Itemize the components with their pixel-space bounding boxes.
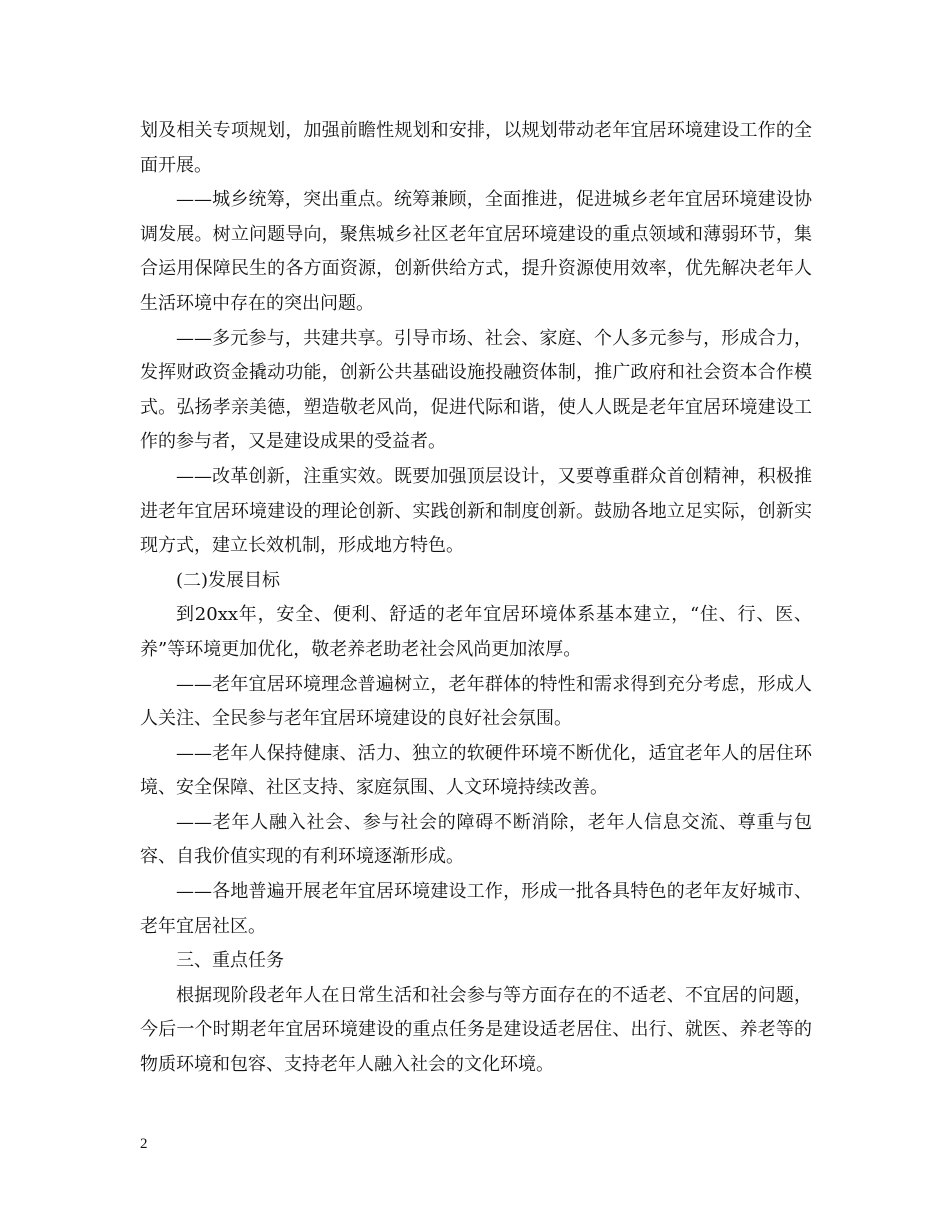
document-body: [140, 114, 812, 1083]
paragraph-goal-concept: ——老年宜居环境理念普遍树立，老年群体的特性和需求得到充分考虑，形成人人关注、全民参与老年宜居环境建设的良好社会氛围。: [140, 673, 812, 730]
paragraph-goal-inclusion: ——老年人融入社会、参与社会的障碍不断消除，老年人信息交流、尊重与包容、自我价值实现的有利环境逐渐形成。: [140, 811, 812, 868]
section-heading-goals: (二)发展目标: [176, 569, 281, 591]
paragraph-key-tasks: 根据现阶段老年人在日常生活和社会参与等方面存在的不适老、不宜居的问题，今后一个时期老年宜居环境建设的重点任务是建设适老居住、出行、就医、养老等的物质环境和包容、支持老年人融入社会的文化环境。: [140, 984, 812, 1076]
paragraph-multi-participation: ——多元参与，共建共享。引导市场、社会、家庭、个人多元参与，形成合力，发挥财政资金撬动功能，创新公共基础设施投融资体制，推广政府和社会资本合作模式。弘扬孝亲美德，塑造敬老风尚，促进代际和谐，使人人既是老年宜居环境建设工作的参与者，又是建设成果的受益者。: [140, 327, 812, 453]
page-number: 2: [140, 1136, 148, 1152]
paragraph-goal-cities: ——各地普遍开展老年宜居环境建设工作，形成一批各具特色的老年友好城市、老年宜居社区。: [140, 881, 812, 937]
paragraph-reform-innovation: ——改革创新，注重实效。既要加强顶层设计，又要尊重群众首创精神，积极推进老年宜居环境建设的理论创新、实践创新和制度创新。鼓励各地立足实际，创新实现方式，建立长效机制，形成地方特色。: [140, 465, 812, 557]
paragraph-goal-summary: 到20xx年，安全、便利、舒适的老年宜居环境体系基本建立，“住、行、医、养”等环境更加优化，敬老养老助老社会风尚更加浓厚。: [140, 604, 812, 660]
paragraph-goal-environment: ——老年人保持健康、活力、独立的软硬件环境不断优化，适宜老年人的居住环境、安全保障、社区支持、家庭氛围、人文环境持续改善。: [140, 742, 812, 799]
paragraph-urban-rural: ——城乡统筹，突出重点。统筹兼顾，全面推进，促进城乡老年宜居环境建设协调发展。树立问题导向，聚焦城乡社区老年宜居环境建设的重点领域和薄弱环节，集合运用保障民生的各方面资源，创新供给方式，提升资源使用效率，优先解决老年人生活环境中存在的突出问题。: [140, 189, 812, 314]
section-heading-key-tasks: 三、重点任务: [176, 950, 284, 972]
paragraph-planning-continuation: 划及相关专项规划，加强前瞻性规划和安排，以规划带动老年宜居环境建设工作的全面开展。: [140, 120, 812, 176]
